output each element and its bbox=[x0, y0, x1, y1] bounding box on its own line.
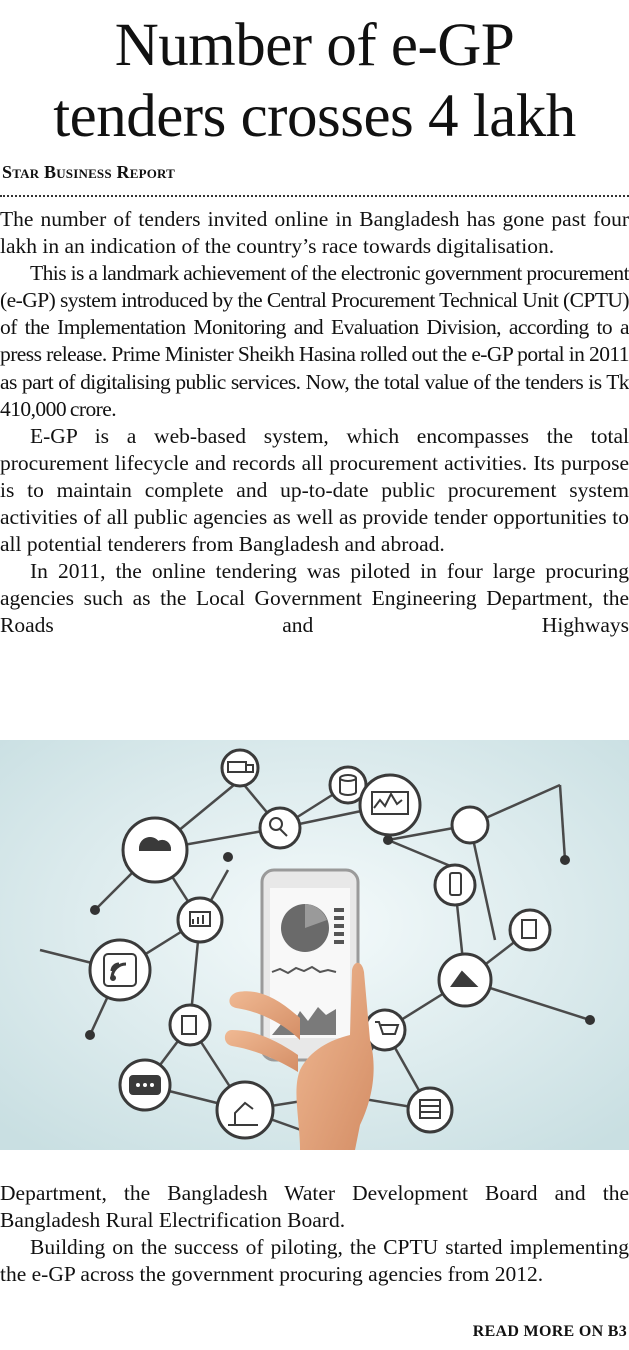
headline-line-1: Number of e-GP bbox=[114, 12, 515, 79]
paragraph-4: In 2011, the online tendering was piloted in four large procuring agencies such as the Local Government Engineering Department, the Roads and Highways bbox=[0, 559, 629, 638]
headline-line-2: tenders crosses 4 lakh bbox=[53, 83, 576, 150]
shopping-cart-icon bbox=[365, 1010, 405, 1050]
article-body-top bbox=[0, 206, 629, 640]
paragraph-2: This is a landmark achievement of the electronic government procurement (e-GP) system introduced by the Central Procurement Technical Unit (CPTU) of the Implementation Monitoring and Evaluation Division, according to a press release. Prime Minister Sheikh Hasina rolled out the e-GP portal in 2011 as part of digitalising public services. Now, the total value of the tenders is Tk 410,000 crore. bbox=[0, 261, 629, 421]
article-body-bottom bbox=[0, 1180, 629, 1288]
paragraph-1: The number of tenders invited online in Bangladesh has gone past four lakh in an indication of the country’s race towards digitalisation. bbox=[0, 207, 629, 259]
monitor-chart-icon bbox=[360, 775, 420, 835]
mobile-phone-icon bbox=[435, 865, 475, 905]
document-icon bbox=[510, 910, 550, 950]
document-search-icon bbox=[170, 1005, 210, 1045]
paragraph-3: E-GP is a web-based system, which encompasses the total procurement lifecycle and records all procurement activities. Its purpose is to maintain complete and up-to-date public procurement system activities of all public agencies as well as provide tender opportunities to all potential tenderers from Bangladesh and abroad. bbox=[0, 423, 629, 557]
smartphone bbox=[262, 870, 358, 1060]
paragraph-6: Building on the success of piloting, the CPTU started implementing the e-GP across the government procuring agencies from 2012. bbox=[0, 1235, 629, 1287]
paragraph-5: Department, the Bangladesh Water Development Board and the Bangladesh Rural Electrification Board. bbox=[0, 1181, 629, 1233]
byline: Star Business Report bbox=[2, 162, 176, 182]
network-illustration bbox=[0, 740, 629, 1150]
robot-arm-icon bbox=[217, 1082, 273, 1138]
headline bbox=[0, 10, 629, 152]
bar-chart-icon bbox=[178, 898, 222, 942]
rss-icon bbox=[90, 940, 150, 1000]
server-icon bbox=[408, 1088, 452, 1132]
dotted-divider bbox=[0, 195, 629, 197]
read-more-link[interactable]: READ MORE ON B3 bbox=[472, 1323, 627, 1340]
ice-cream-icon bbox=[452, 807, 488, 843]
